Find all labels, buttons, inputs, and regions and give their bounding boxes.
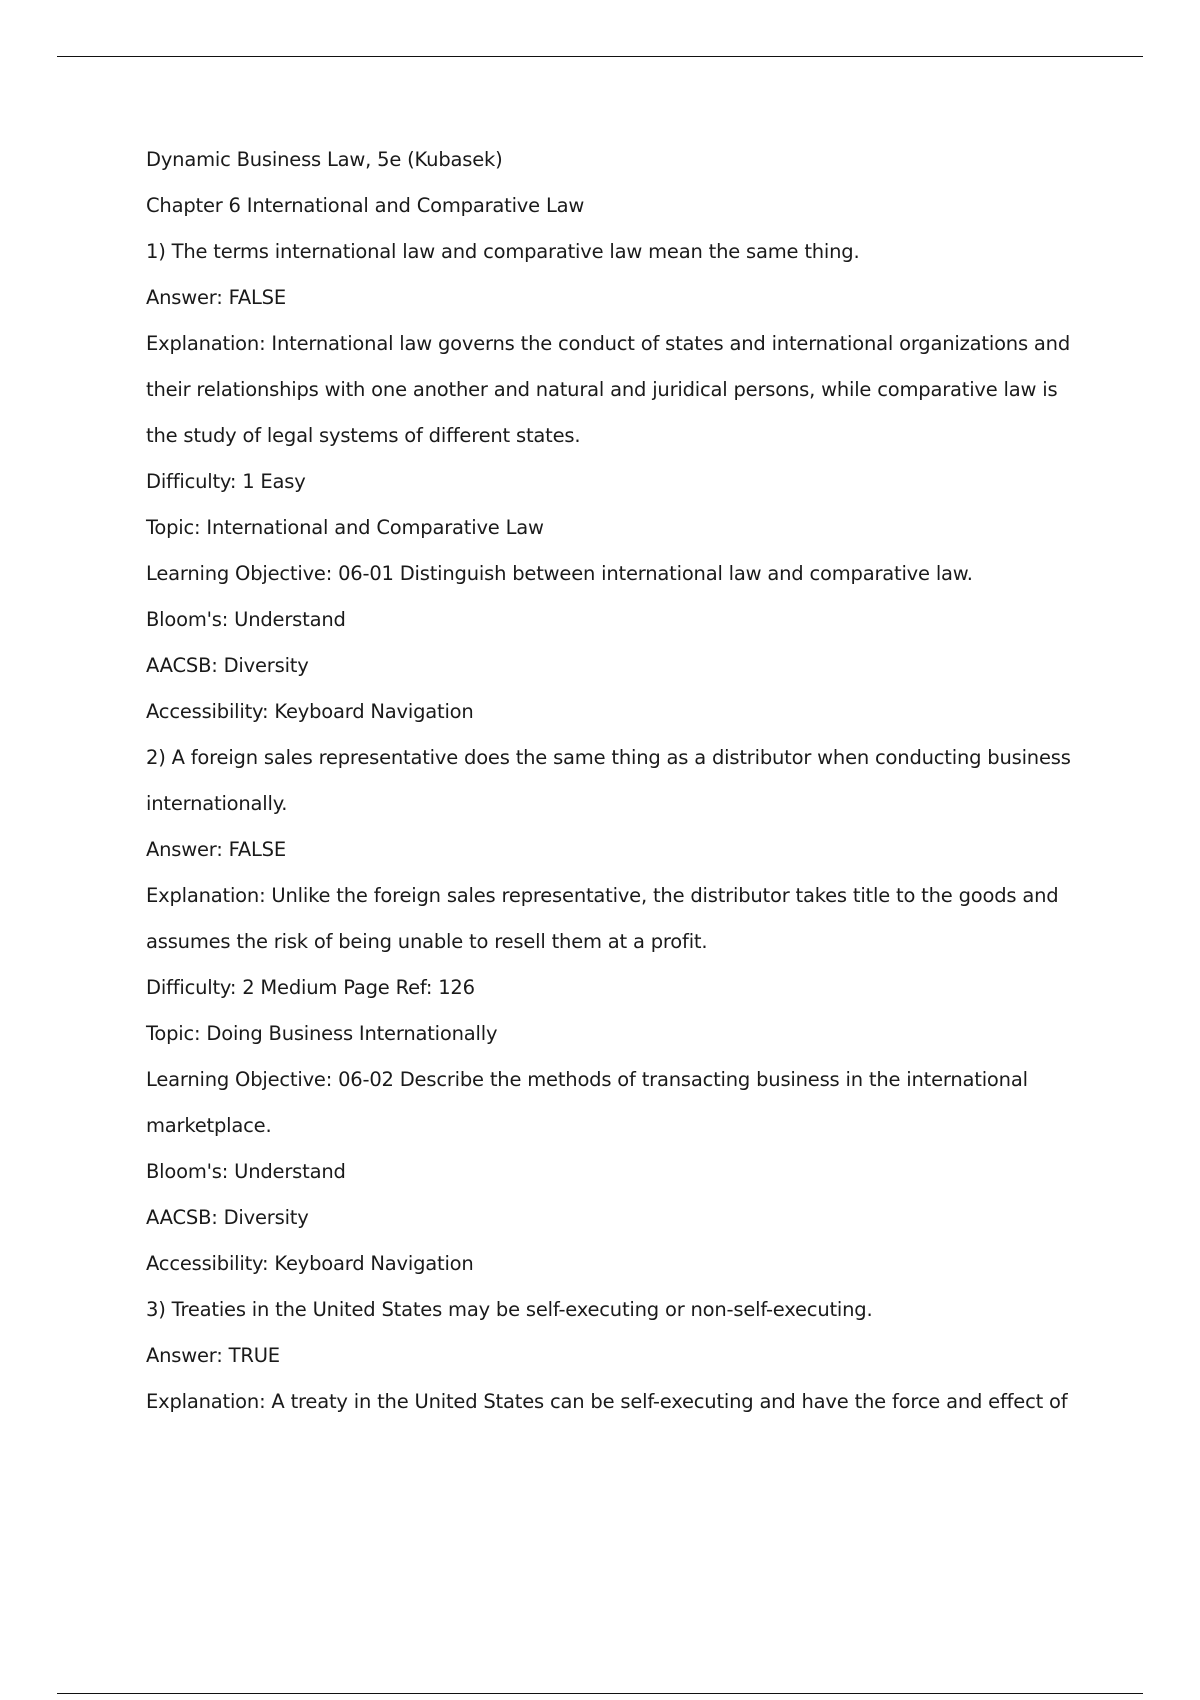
document-title: Dynamic Business Law, 5e (Kubasek) bbox=[146, 148, 503, 171]
question-1-accessibility: Accessibility: Keyboard Navigation bbox=[146, 700, 474, 723]
question-1-explanation-line: Explanation: International law governs the conduct of states and international organizations and bbox=[146, 332, 1070, 355]
question-1-difficulty: Difficulty: 1 Easy bbox=[146, 470, 306, 493]
question-2-explanation-line: Explanation: Unlike the foreign sales representative, the distributor takes title to the goods and bbox=[146, 884, 1059, 907]
question-2-aacsb: AACSB: Diversity bbox=[146, 1206, 309, 1229]
question-1-topic: Topic: International and Comparative Law bbox=[146, 516, 544, 539]
top-divider bbox=[57, 56, 1143, 57]
question-1-answer: Answer: FALSE bbox=[146, 286, 286, 309]
question-2-explanation-line: assumes the risk of being unable to resell them at a profit. bbox=[146, 930, 708, 953]
question-2-blooms: Bloom's: Understand bbox=[146, 1160, 346, 1183]
question-1-blooms: Bloom's: Understand bbox=[146, 608, 346, 631]
question-2-accessibility: Accessibility: Keyboard Navigation bbox=[146, 1252, 474, 1275]
chapter-heading: Chapter 6 International and Comparative Law bbox=[146, 194, 585, 217]
question-2-difficulty: Difficulty: 2 Medium Page Ref: 126 bbox=[146, 976, 475, 999]
question-2-text-line: 2) A foreign sales representative does the same thing as a distributor when conducting business bbox=[146, 746, 1071, 769]
question-3-explanation-line: Explanation: A treaty in the United States can be self-executing and have the force and effect of bbox=[146, 1390, 1068, 1413]
question-3-text: 3) Treaties in the United States may be self-executing or non-self-executing. bbox=[146, 1298, 873, 1321]
question-1-text: 1) The terms international law and comparative law mean the same thing. bbox=[146, 240, 860, 263]
question-1-aacsb: AACSB: Diversity bbox=[146, 654, 309, 677]
document-body bbox=[146, 140, 1071, 1428]
question-1-explanation-line: the study of legal systems of different states. bbox=[146, 424, 581, 447]
question-2-text-line: internationally. bbox=[146, 792, 288, 815]
question-2-learning-objective-line: Learning Objective: 06-02 Describe the methods of transacting business in the international bbox=[146, 1068, 1028, 1091]
question-1-explanation-line: their relationships with one another and natural and juridical persons, while comparative law is bbox=[146, 378, 1058, 401]
question-2-learning-objective-line: marketplace. bbox=[146, 1114, 272, 1137]
question-3-answer: Answer: TRUE bbox=[146, 1344, 280, 1367]
question-2-topic: Topic: Doing Business Internationally bbox=[146, 1022, 498, 1045]
bottom-divider bbox=[57, 1693, 1143, 1694]
question-2-answer: Answer: FALSE bbox=[146, 838, 286, 861]
question-1-learning-objective: Learning Objective: 06-01 Distinguish between international law and comparative law. bbox=[146, 562, 973, 585]
